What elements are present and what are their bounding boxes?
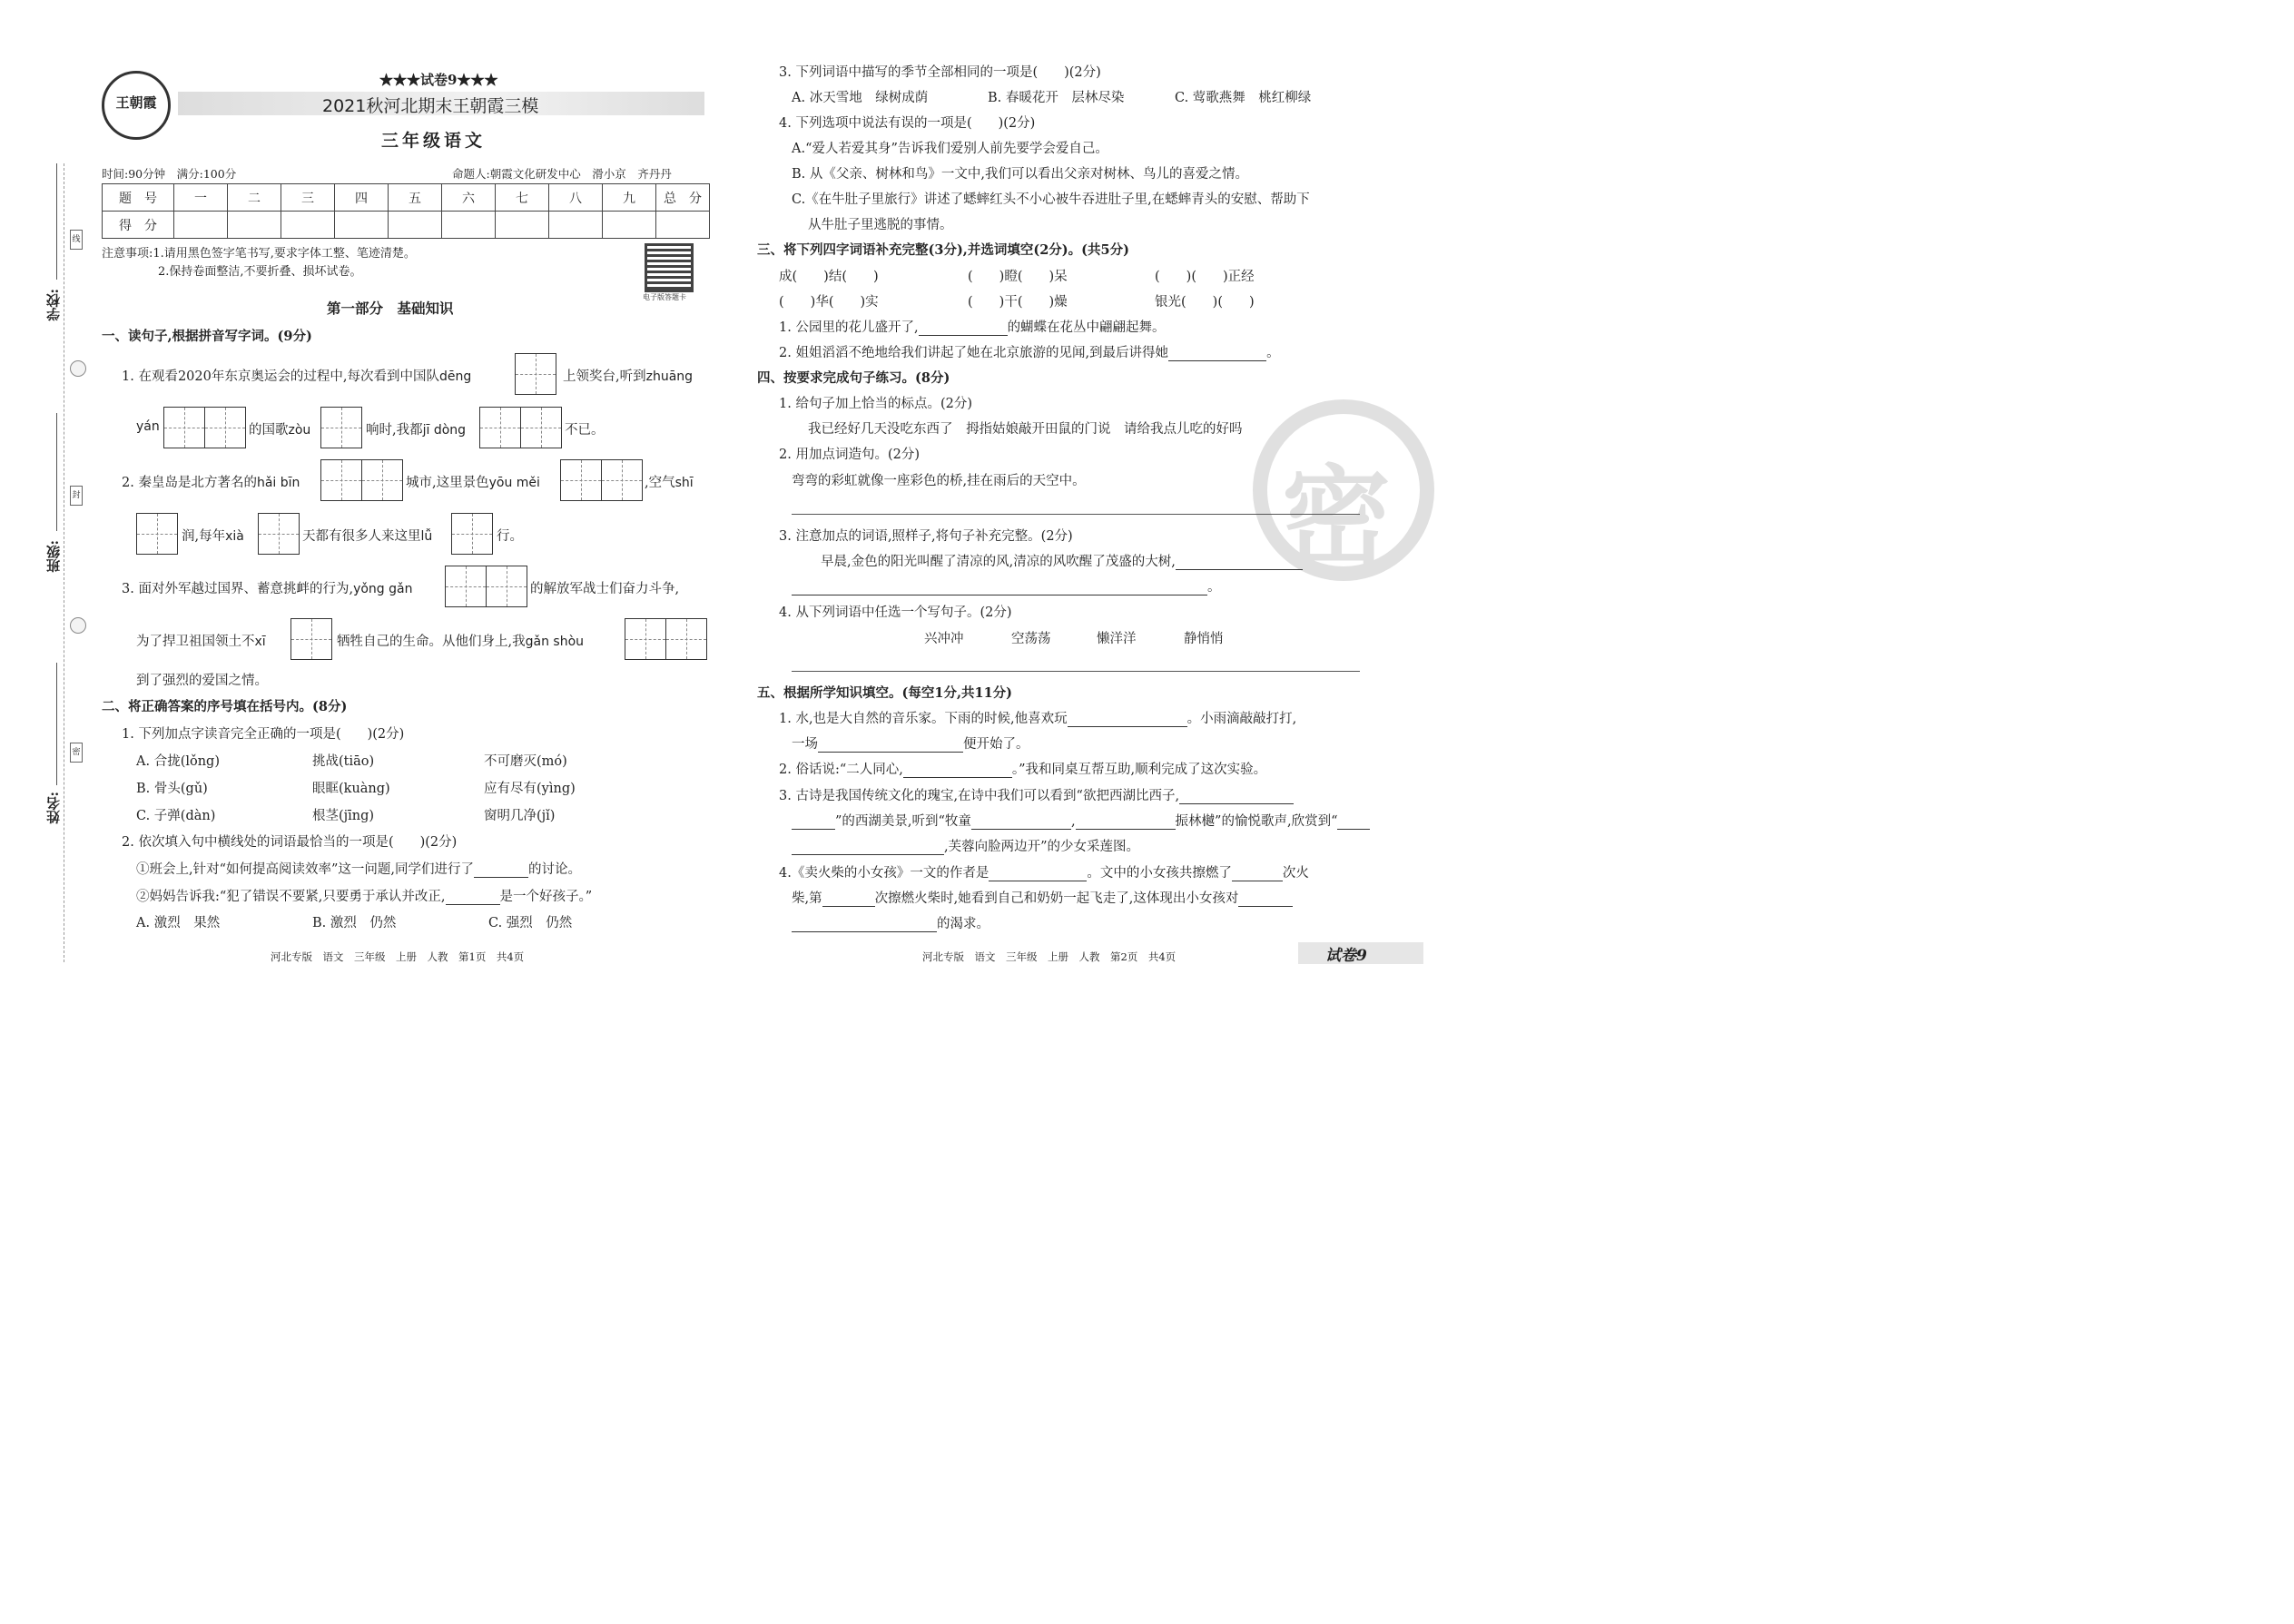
class-field[interactable] [56, 413, 57, 531]
s1-q1-part2: 响时,我都jī dòng [366, 423, 467, 438]
s2-q3-opt-b[interactable]: B. 春暖花开 层林尽染 [988, 91, 1125, 105]
s5-q4: 4.《卖火柴的小女孩》一文的作者是 。文中的小女孩共擦燃了 次火 [779, 866, 1309, 881]
s5-q4-cont2: 的渴求。 [792, 913, 989, 932]
watermark-seal-glyph: 密 [1282, 456, 1391, 582]
s2-q4: 4. 下列选项中说法有误的一项是( )(2分) [779, 116, 1036, 131]
s4-q3: 3. 注意加点的词语,照样子,将句子补充完整。(2分) [779, 529, 1073, 544]
section-4-title: 四、按要求完成句子练习。(8分) [757, 370, 950, 386]
answer-grid[interactable] [479, 407, 562, 448]
s4-q1-text: 我已经好几天没吃东西了 拇指姑娘敲开田鼠的门说 请给我点儿吃的好吗 [808, 422, 1243, 437]
score-header-cell: 八 [549, 184, 603, 212]
s2-q2: 2. 依次填入句中横线处的词语最恰当的一项是( )(2分) [122, 835, 458, 850]
fill-blank[interactable] [1179, 803, 1294, 804]
s2-q2-opt-a[interactable]: A. 激烈 果然 [136, 916, 221, 930]
s2-q4-opt-c-cont: 从牛肚子里逃脱的事情。 [808, 218, 953, 232]
s5-q1: 1. 水,也是大自然的音乐家。下雨的时候,他喜欢玩 。小雨滴敲敲打打, [779, 712, 1297, 726]
s1-q2-line1: 2. 秦皇岛是北方著名的hǎi bīn [122, 476, 300, 490]
answer-line[interactable] [792, 514, 1360, 515]
score-input-cell[interactable] [603, 212, 656, 239]
idiom-3[interactable]: ( )( )正经 [1155, 270, 1255, 284]
s1-q1-part: 的国歌zòu [249, 423, 311, 438]
answer-grid[interactable] [136, 513, 178, 555]
s5-q3-cont2: ,芙蓉向脸两边开”的少女采莲图。 [792, 836, 1139, 855]
s2-q1-option-word: 应有尽有(yìng) [484, 782, 576, 796]
s2-q1-option[interactable]: A. 合拢(lǒng) [136, 754, 220, 769]
score-input-cell[interactable] [496, 212, 549, 239]
answer-grid[interactable] [290, 618, 332, 660]
score-input-cell[interactable] [228, 212, 281, 239]
fill-blank[interactable] [1076, 829, 1176, 830]
answer-grid[interactable] [163, 407, 246, 448]
seal-feng-mark: 封 [70, 486, 83, 506]
score-input-cell[interactable] [281, 212, 335, 239]
s4-q3-text: 早晨,金色的阳光叫醒了清凉的风,清凉的风吹醒了茂盛的大树, [821, 551, 1303, 570]
s2-q2-sentence-2: ②妈妈告诉我:“犯了错误不要紧,只要勇于承认并改正, 是一个好孩子。” [136, 890, 593, 904]
exam-title: 2021秋河北期末王朝霞三模 [322, 96, 539, 116]
score-header-cell: 七 [496, 184, 549, 212]
s2-q1: 1. 下列加点字读音完全正确的一项是( )(2分) [122, 727, 405, 742]
score-header-cell: 六 [442, 184, 496, 212]
fill-blank[interactable] [822, 906, 875, 907]
word-4: 静悄悄 [1184, 632, 1224, 646]
answer-grid[interactable] [320, 459, 403, 501]
s1-q2-part2: ,空气shī [645, 476, 694, 490]
s2-q2-sentence-1: ①班会上,针对“如何提高阅读效率”这一问题,同学们进行了 的讨论。 [136, 862, 582, 877]
s1-q3-end: 到了强烈的爱国之情。 [136, 674, 268, 688]
s2-q1-option-word: 根茎(jīng) [312, 809, 375, 823]
s5-q2: 2. 俗话说:“二人同心, 。”我和同桌互帮互助,顺利完成了这次实验。 [779, 763, 1267, 777]
name-field[interactable] [56, 663, 57, 785]
answer-grid[interactable] [625, 618, 707, 660]
s4-q4: 4. 从下列词语中任选一个写句子。(2分) [779, 605, 1012, 620]
section-3-title: 三、将下列四字词语补充完整(3分),并选词填空(2分)。(共5分) [757, 242, 1129, 258]
s4-q3-line2: 。 [792, 576, 1221, 595]
answer-line[interactable] [792, 671, 1360, 672]
seal-line-mark: 线 [70, 230, 83, 250]
s5-q3-cont: ”的西湖美景,听到“牧童 , 振林樾”的愉悦歌声,欣赏到“ [792, 811, 1370, 830]
answer-grid[interactable] [445, 566, 527, 607]
score-header-cell: 一 [174, 184, 228, 212]
fill-blank[interactable] [1337, 829, 1370, 830]
s2-q4-opt-a[interactable]: A.“爱人若爱其身”告诉我们爱别人前先要学会爱自己。 [792, 142, 1108, 156]
idiom-5[interactable]: ( )干( )燥 [968, 295, 1068, 310]
s2-q2-opt-c[interactable]: C. 强烈 仍然 [488, 916, 573, 930]
word-3: 懒洋洋 [1097, 632, 1137, 646]
s2-q1-option[interactable]: B. 骨头(gǔ) [136, 782, 208, 796]
score-input-cell[interactable] [656, 212, 710, 239]
class-label: 班级: [45, 540, 62, 573]
s1-q2-part: 城市,这里景色yōu měi [406, 476, 540, 490]
fill-blank[interactable] [818, 752, 963, 753]
answer-grid[interactable] [451, 513, 493, 555]
answer-grid[interactable] [560, 459, 643, 501]
idiom-1[interactable]: 成( )结( ) [779, 270, 879, 284]
score-header-label: 题 号 [103, 184, 174, 212]
answer-grid[interactable] [258, 513, 300, 555]
time-info: 时间:90分钟 满分:100分 [102, 167, 237, 181]
score-header-cell: 四 [335, 184, 389, 212]
section-2-title: 二、将正确答案的序号填在括号内。(8分) [102, 699, 348, 714]
subject-title: 三年级语文 [381, 131, 487, 151]
pinyin-yan: yán [136, 419, 160, 434]
s1-q3-line2: 为了捍卫祖国领土不xī [136, 635, 266, 649]
word-1: 兴冲冲 [924, 632, 964, 646]
authors: 命题人:朝霞文化研发中心 滑小京 齐丹丹 [452, 167, 672, 181]
binding-hole-icon [70, 360, 86, 377]
note-2: 2.保持卷面整洁,不要折叠、损坏试卷。 [158, 265, 362, 279]
s2-q1-option[interactable]: C. 子弹(dàn) [136, 809, 216, 823]
score-header-cell: 三 [281, 184, 335, 212]
s2-q3-opt-c[interactable]: C. 莺歌燕舞 桃红柳绿 [1175, 91, 1312, 105]
score-input-cell[interactable] [549, 212, 603, 239]
s2-q1-option-word: 窗明几净(jǐ) [484, 809, 556, 823]
s3-q2: 2. 姐姐滔滔不绝地给我们讲起了她在北京旅游的见闻,到最后讲得她 。 [779, 346, 1280, 360]
s1-q3-part2: 牺牲自己的生命。从他们身上,我gǎn shòu [337, 635, 585, 649]
seal-mi-mark: 密 [70, 743, 83, 763]
footer-tag: 试卷9 [1325, 947, 1367, 965]
score-row-label: 得 分 [103, 212, 174, 239]
s1-q3-line1: 3. 面对外军越过国界、蓄意挑衅的行为,yǒng gǎn [122, 582, 413, 596]
fill-blank[interactable] [1238, 906, 1293, 907]
s5-q1-cont: 一场 便开始了。 [792, 737, 1029, 752]
name-label: 姓名: [45, 792, 62, 824]
s1-q1-cont: 上领奖台,听到zhuāng [563, 369, 694, 384]
footer-left: 河北专版 语文 三年级 上册 人教 第1页 共4页 [271, 950, 525, 963]
part-title: 第一部分 基础知识 [327, 300, 454, 317]
fill-blank[interactable] [792, 829, 835, 830]
s2-q1-option-word: 眼眶(kuàng) [312, 782, 390, 796]
idiom-4[interactable]: ( )华( )实 [779, 295, 879, 310]
idiom-2[interactable]: ( )瞪( )呆 [968, 270, 1068, 284]
s1-q1-line1: 1. 在观看2020年东京奥运会的过程中,每次看到中国队dēng [122, 369, 472, 384]
section-5-title: 五、根据所学知识填空。(每空1分,共11分) [757, 685, 1013, 701]
school-field[interactable] [56, 163, 57, 280]
score-header-cell: 五 [389, 184, 442, 212]
score-input-cell[interactable] [174, 212, 228, 239]
note-1: 注意事项:1.请用黑色签字笔书写,要求字体工整、笔迹清楚。 [102, 247, 416, 261]
fill-blank[interactable] [474, 877, 528, 878]
s2-q1-option-word: 不可磨灭(mó) [484, 754, 567, 769]
s2-q4-opt-b[interactable]: B. 从《父亲、树林和鸟》一文中,我们可以看出父亲对树林、鸟儿的喜爱之情。 [792, 167, 1248, 182]
s1-q3-part: 的解放军战士们奋力斗争, [530, 582, 680, 596]
qr-code-icon[interactable] [645, 243, 694, 292]
s2-q3: 3. 下列词语中描写的季节全部相同的一项是( )(2分) [779, 65, 1101, 80]
fill-blank[interactable] [792, 854, 944, 855]
s4-q2-text: 弯弯的彩虹就像一座彩色的桥,挂在雨后的天空中。 [792, 474, 1086, 488]
s2-q1-option-word: 挑战(tiāo) [312, 754, 375, 769]
answer-grid[interactable] [515, 353, 556, 395]
fill-blank[interactable] [919, 335, 1008, 336]
score-table [102, 183, 710, 239]
score-header-cell: 总 分 [656, 184, 710, 212]
s1-q1-end: 不已。 [565, 423, 605, 438]
s5-q4-cont: 柴,第 次擦燃火柴时,她看到自己和奶奶一起飞走了,这体现出小女孩对 [792, 888, 1293, 907]
idiom-6[interactable]: 银光( )( ) [1155, 295, 1255, 310]
brand-logo: 王朝霞 [102, 71, 171, 140]
fill-blank[interactable] [971, 829, 1071, 830]
s1-q2-part4: 天都有很多人来这里lǚ [302, 529, 433, 544]
s1-q2-part3: 润,每年xià [182, 529, 244, 544]
s2-q2-opt-b[interactable]: B. 激烈 仍然 [312, 916, 397, 930]
s2-q3-opt-a[interactable]: A. 冰天雪地 绿树成荫 [792, 91, 929, 105]
paper-tag: ★★★试卷9★★★ [379, 72, 498, 88]
s4-q2: 2. 用加点词造句。(2分) [779, 448, 920, 462]
fill-blank[interactable] [1168, 360, 1266, 361]
section-1-title: 一、读句子,根据拼音写字词。(9分) [102, 329, 312, 344]
footer-right: 河北专版 语文 三年级 上册 人教 第2页 共4页 [922, 950, 1177, 963]
school-label: 学校: [45, 289, 62, 321]
s2-q4-opt-c[interactable]: C.《在牛肚子里旅行》讲述了蟋蟀红头不小心被牛吞进肚子里,在蟋蟀青头的安慰、帮助下 [792, 192, 1310, 207]
binding-hole-icon [70, 617, 86, 634]
fill-blank[interactable] [1068, 726, 1187, 727]
s1-q2-end: 行。 [497, 529, 523, 544]
s5-q3: 3. 古诗是我国传统文化的瑰宝,在诗中我们可以看到“欲把西湖比西子, [779, 785, 1294, 804]
score-input-cell[interactable] [335, 212, 389, 239]
fill-blank[interactable] [1176, 569, 1303, 570]
answer-grid[interactable] [320, 407, 362, 448]
fill-blank[interactable] [903, 777, 1012, 778]
score-input-cell[interactable] [389, 212, 442, 239]
fill-blank[interactable] [446, 904, 500, 905]
qr-label: 电子版答题卡 [643, 293, 686, 301]
score-header-cell: 二 [228, 184, 281, 212]
word-2: 空荡荡 [1011, 632, 1051, 646]
fill-blank[interactable] [792, 931, 937, 932]
score-input-cell[interactable] [442, 212, 496, 239]
score-header-cell: 九 [603, 184, 656, 212]
s3-q1: 1. 公园里的花儿盛开了, 的蝴蝶在花丛中翩翩起舞。 [779, 320, 1166, 335]
s4-q1: 1. 给句子加上恰当的标点。(2分) [779, 397, 972, 411]
